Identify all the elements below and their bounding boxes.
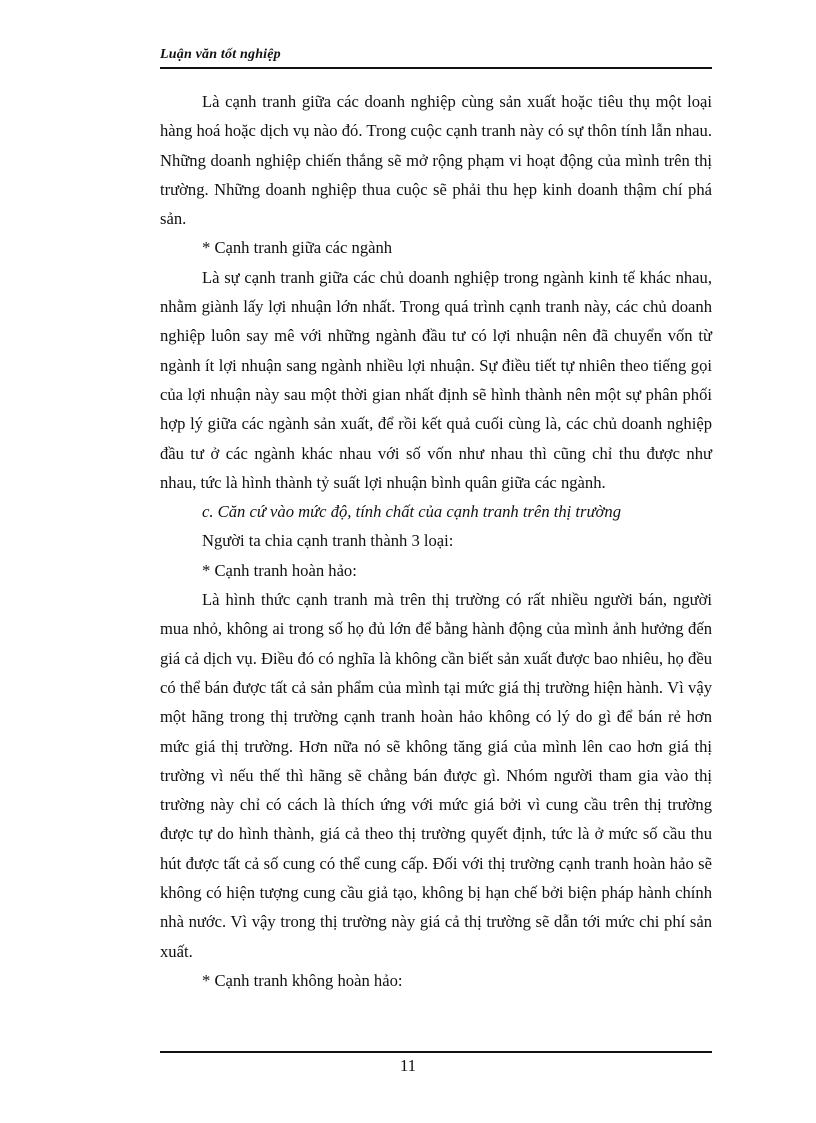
paragraph-inter-industry-competition: Là sự cạnh tranh giữa các chủ doanh nghiệp trong ngành kinh tế khác nhau, nhằm giành lấy lợi nhuận lớn nhất. Trong quá trình cạnh tranh này, các chủ doanh nghiệp luôn say mê với những ngành đầu tư có lợi nhuận nên đã chuyển vốn từ ngành ít lợi nhuận sang ngành nhiều lợi nhuận. Sự điều tiết tự nhiên theo tiếng gọi của lợi nhuận này sau một thời gian nhất định sẽ hình thành nên một sự phân phối hợp lý giữa các ngành sản xuất, để rồi kết quả cuối cùng là, các chủ doanh nghiệp đầu tư ở các ngành khác nhau với số vốn như nhau thì cũng chỉ thu được như nhau, tức là hình thành tỷ suất lợi nhuận bình quân giữa các ngành. <box>160 267 712 492</box>
paragraph-three-types: Người ta chia cạnh tranh thành 3 loại: <box>202 531 454 551</box>
footer-rule <box>160 1051 712 1053</box>
heading-perfect-competition: * Cạnh tranh hoàn hảo: <box>202 560 357 580</box>
heading-inter-industry-competition: * Cạnh tranh giữa các ngành <box>202 238 393 258</box>
header-rule <box>160 67 712 69</box>
running-header-title: Luận văn tốt nghiệp <box>160 47 281 62</box>
paragraph-competition-within-industry: Là cạnh tranh giữa các doanh nghiệp cùng sản xuất hoặc tiêu thụ một loại hàng hoá hoặc dịch vụ nào đó. Trong cuộc cạnh tranh này có sự thôn tính lẫn nhau. Những doanh nghiệp chiến thắng sẽ mở rộng phạm vi hoạt động của mình trên thị trường. Những doanh nghiệp thua cuộc sẽ phải thu hẹp kinh doanh thậm chí phá sản. <box>160 92 712 229</box>
paragraph-perfect-competition: Là hình thức cạnh tranh mà trên thị trường có rất nhiều người bán, người mua nhỏ, không ai trong số họ đủ lớn để bằng hành động của mình ảnh hưởng đến giá cả dịch vụ. Điều đó có nghĩa là không cần biết sản xuất được bao nhiêu, họ đều có thể bán được tất cả sản phẩm của mình tại mức giá thị trường hiện hành. Vì vậy một hãng trong thị trường cạnh tranh hoàn hảo không có lý do gì để bán rẻ hơn mức giá thị trường. Hơn nữa nó sẽ không tăng giá của mình lên cao hơn giá thị trường vì nếu thế thì hãng sẽ chẳng bán được gì. Nhóm người tham gia vào thị trường này chỉ có cách là thích ứng với mức giá bởi vì cung cầu trên thị trường được tự do hình thành, giá cả theo thị trường quyết định, tức là ở mức số cầu thu hút được tất cả số cung có thể cung cấp. Đối với thị trường cạnh tranh hoàn hảo sẽ không có hiện tượng cung cầu giả tạo, không bị hạn chế bởi biện pháp hành chính nhà nước. Vì vậy trong thị trường này giá cả thị trường sẽ dẫn tới mức chi phí sản xuất. <box>160 590 712 961</box>
section-heading-c: c. Căn cứ vào mức độ, tính chất của cạnh tranh trên thị trường <box>202 502 621 522</box>
page-number: 11 <box>399 1056 417 1075</box>
heading-imperfect-competition: * Cạnh tranh không hoàn hảo: <box>202 970 403 990</box>
document-body <box>160 87 712 995</box>
